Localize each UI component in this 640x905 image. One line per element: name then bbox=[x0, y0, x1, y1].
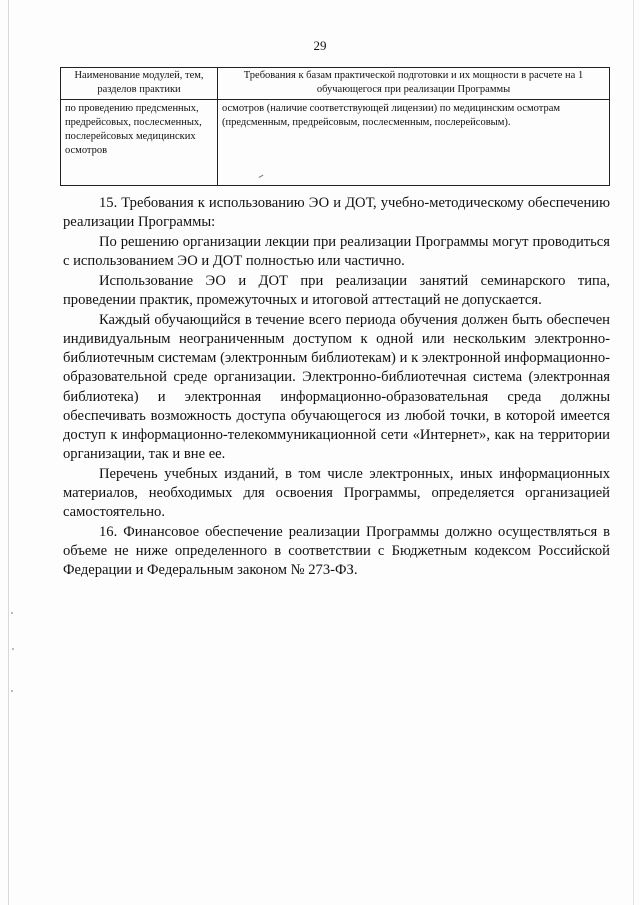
section-15-heading: 15. Требования к использованию ЭО и ДОТ, учебно-методическому обеспечению реализации Программы: bbox=[63, 195, 610, 231]
paragraph-seminars: Использование ЭО и ДОТ при реализации занятий семинарского типа, проведении практик, промежуточных и итоговой аттестаций не допускается. bbox=[63, 272, 610, 309]
scan-edge-right bbox=[633, 0, 634, 905]
practice-requirements-table bbox=[60, 67, 610, 186]
table-row bbox=[61, 100, 610, 186]
scan-speck bbox=[12, 648, 14, 650]
table-cell-module: по проведению предсменных, предрейсовых, послесменных, послерейсовых медицинских осмотров bbox=[61, 100, 218, 186]
scan-speck bbox=[11, 690, 13, 692]
scan-speck bbox=[11, 612, 13, 614]
document-body bbox=[63, 194, 610, 581]
scan-edge-left bbox=[8, 0, 9, 905]
paragraph-lectures: По решению организации лекции при реализации Программы могут проводиться с использованием ЭО и ДОТ полностью или частично. bbox=[63, 233, 610, 270]
page-number: 29 bbox=[313, 38, 327, 53]
paragraph-library-access: Каждый обучающийся в течение всего периода обучения должен быть обеспечен индивидуальным неограниченным доступом к одной или нескольким электронно-библиотечным системам (электронным библиотекам) и к электронной информационно-образовательной среде организации. Электронно-библиотечная система (электронная библиотека) и электронная информационно-образовательная среда должны обеспечивать возможность доступа обучающегося из любой точки, в которой имеется доступ к информационно-телекоммуникационной сети «Интернет», как на территории организации, так и вне ее. bbox=[63, 311, 610, 463]
table-header-modules: Наименование модулей, тем, разделов практики bbox=[61, 68, 218, 100]
table-header-requirements: Требования к базам практической подготовки и их мощности в расчете на 1 обучающегося при реализации Программы bbox=[218, 68, 610, 100]
section-16-financing: 16. Финансовое обеспечение реализации Программы должно осуществляться в объеме не ниже определенного в соответствии с Бюджетным кодексом Российской Федерации и Федеральным законом № 273-ФЗ. bbox=[63, 523, 610, 579]
paragraph-materials: Перечень учебных изданий, в том числе электронных, иных информационных материалов, необходимых для освоения Программы, определяется организацией самостоятельно. bbox=[63, 465, 610, 521]
table-header-row bbox=[61, 68, 610, 100]
table-cell-requirements: осмотров (наличие соответствующей лицензии) по медицинским осмотрам (предсменным, предрейсовым, послесменным, послерейсовым). bbox=[218, 100, 610, 186]
